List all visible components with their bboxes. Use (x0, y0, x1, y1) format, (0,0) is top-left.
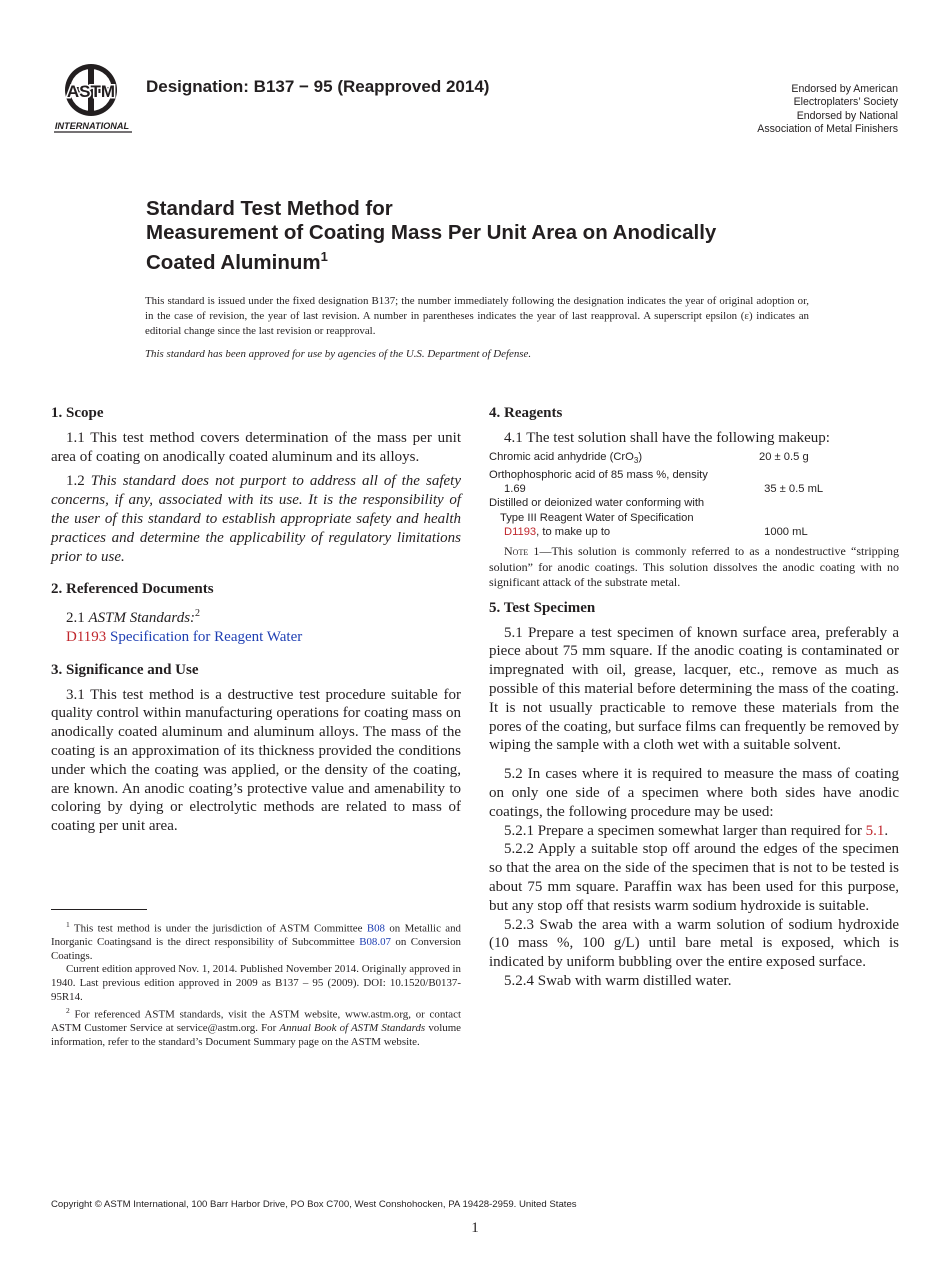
reagent-amount: 35 ± 0.5 mL (764, 483, 824, 496)
paragraph-5-2-3: 5.2.3 Swab the area with a warm solution of sodium hydroxide (10 mass %, 100 g/L) until bare metal is exposed, which is indicated by uniform bubbling over the entire exposed surface. (489, 916, 899, 971)
reagent-row (489, 482, 899, 496)
footnote-text: on Conversion Coatings. (51, 936, 461, 962)
logo-letters: ASTM (66, 82, 116, 101)
reagent-name: Orthophosphoric acid of 85 mass %, density (489, 469, 708, 482)
left-column (51, 404, 461, 842)
reagent-subscript: 3 (633, 455, 639, 465)
reagent-row (489, 468, 899, 482)
reagent-row (489, 525, 899, 539)
paragraph-1-2-text: This standard does not purport to address all of the safety concerns, if any, associated with its use. It is the responsibility of the user of this standard to establish appropriate safety and health practices and determine the applicability of regulatory limitations prior to use. (51, 473, 461, 565)
footnote-italic: Annual Book of ASTM Standards (279, 1022, 426, 1035)
doc-title-link[interactable]: Specification for Reagent Water (110, 628, 303, 645)
title-line-3-text: Coated Aluminum (146, 250, 321, 274)
note-text: —This solution is commonly referred to as a nondestructive “stripping solution” for anodic coatings. This solution dissolves the anodic coating with no significant attack of the substrate metal. (489, 544, 899, 590)
reagent-spec-link[interactable]: D1193 (504, 525, 537, 538)
reagent-row (489, 450, 899, 468)
footnote-text: on Metallic and Inorganic Coatingsand is the direct responsibility of Subcommittee (51, 922, 461, 949)
paragraph-5-2-2: 5.2.2 Apply a suitable stop off around the edges of the specimen so that the area on the side of the specimen that is not to be tested is about 75 mm square. Paraffin wax has been used for this purpose, but any stop off that resists warm sodium hydroxide is suitable. (489, 841, 899, 914)
endorsement-line: Endorsed by National (796, 109, 898, 122)
paragraph-number: 2.1 (66, 610, 85, 627)
footnote-2 (51, 1004, 461, 1049)
footnote-ref: 2 (195, 608, 201, 620)
section-heading-reagents: 4. Reagents (489, 405, 563, 421)
endorsements (698, 83, 898, 137)
paragraph-5-2-4: 5.2.4 Swab with warm distilled water. (504, 972, 732, 989)
paragraph-1-1: 1.1 This test method covers determination of the mass per unit area of coating on anodically coated aluminum and its alloys. (51, 429, 461, 465)
reagent-name-end: ) (638, 450, 643, 463)
reagent-amount (763, 511, 899, 525)
paragraph-1-2 (51, 472, 461, 566)
title-line-3 (146, 245, 846, 275)
section-5-1-link[interactable]: 5.1 (865, 822, 885, 839)
designation: Designation: B137 − 95 (Reapproved 2014) (146, 77, 490, 96)
copyright: Copyright © ASTM International, 100 Barr Harbor Drive, PO Box C700, West Conshohocken, PA 19428-2959. United States (51, 1199, 577, 1210)
footnote-text: For referenced ASTM standards, visit the ASTM website, www.astm.org, or contact ASTM Customer Service at service@astm.org. For (51, 1008, 461, 1035)
footnote-text: volume information, refer to the standard’s Document Summary page on the ASTM website. (51, 1022, 462, 1048)
reagent-name: , to make up to (536, 525, 611, 538)
reagent-name: Distilled or deionized water conforming with (489, 497, 705, 510)
reagent-amount: 20 ± 0.5 g (759, 450, 809, 463)
astm-logo (52, 58, 136, 138)
paragraph-5-1: 5.1 Prepare a test specimen of known surface area, preferably a piece about 75 mm square. If the anodic coating is contaminated or impregnated with oil, grease, lacquer, etc., remove as much as possible of this material before determining the mass of the coating. It is not usually practicable to remove these materials from the pores of the coating, but surface films can frequently be removed by wiping the sample with a cloth wet with a suitable solvent. (489, 624, 899, 754)
paragraph-5-2-1-text: 5.2.1 Prepare a specimen somewhat larger than required for (504, 822, 862, 839)
reagent-amount: 1000 mL (764, 525, 808, 538)
section-heading-referenced: 2. Referenced Documents (51, 581, 214, 598)
section-heading-specimen: 5. Test Specimen (489, 599, 596, 616)
reagent-row (489, 511, 899, 525)
footnote-edition: Current edition approved Nov. 1, 2014. Published November 2014. Originally approved in 1940. Last previous edition approved in 2009 as B137 – 95 (2009). DOI: 10.1520/B0137-95R14. (51, 963, 461, 1003)
section-heading-significance: 3. Significance and Use (51, 661, 199, 678)
note-1 (489, 544, 899, 591)
preamble: This standard is issued under the fixed designation B137; the number immediately following the designation indicates the year of original adoption or, in the case of revision, the year of last revision. A number in parentheses indicates the year of last reapproval. A superscript epsilon (ε) indicates an editorial change since the last revision or reapproval. (145, 295, 809, 338)
paragraph-5-2: 5.2 In cases where it is required to measure the mass of coating on only one side of a specimen where both sides have anodic coatings, the following procedure may be used: (489, 766, 899, 820)
reagents-table (489, 450, 899, 539)
footnote-1 (51, 918, 461, 963)
subcommittee-link[interactable]: B08.07 (359, 936, 391, 949)
astm-logo-mark-icon (52, 58, 136, 138)
footnotes (51, 918, 461, 1050)
endorsement-line: Electroplaters’ Society (793, 96, 898, 109)
note-label: Note 1 (504, 544, 540, 559)
reagent-name: Type III Reagent Water of Specification (500, 511, 694, 524)
footnote-mark: 2 (66, 1006, 70, 1016)
endorsement-line: Endorsed by American (791, 83, 898, 95)
astm-standards-label: ASTM Standards: (88, 610, 196, 627)
logo-wordmark: INTERNATIONAL (54, 121, 130, 131)
footnote-rule (51, 909, 147, 910)
endorsement-line: Association of Metal Finishers (757, 123, 898, 136)
paragraph-4-1: 4.1 The test solution shall have the following makeup: (504, 429, 830, 446)
footnote-mark: 1 (66, 920, 70, 929)
paragraph-number: 1.2 (66, 473, 85, 490)
dod-approval: This standard has been approved for use by agencies of the U.S. Department of Defense. (145, 348, 532, 360)
reagent-row (489, 496, 899, 510)
reagent-amount (759, 468, 899, 482)
reagent-name: 1.69 (504, 483, 526, 496)
document-title (146, 197, 846, 275)
paragraph-2-1 (51, 605, 461, 628)
title-footnote-mark: 1 (320, 249, 328, 264)
footnote-text: This test method is under the jurisdiction of ASTM Committee (73, 922, 363, 935)
reagent-name: Chromic acid anhydride (CrO (489, 450, 634, 463)
committee-link[interactable]: B08 (366, 922, 385, 935)
paragraph-5-2-1: 5.2.1 Prepare a specimen somewhat larger than required for 5.1. (504, 822, 889, 839)
doc-code-link[interactable]: D1193 (66, 628, 107, 645)
section-heading-scope: 1. Scope (51, 405, 104, 421)
title-line-2: Measurement of Coating Mass Per Unit Area on Anodically (146, 221, 717, 244)
right-column (489, 404, 899, 991)
reagent-amount (759, 496, 899, 510)
referenced-document (51, 628, 461, 647)
title-line-1: Standard Test Method for (146, 197, 393, 220)
paragraph-3-1: 3.1 This test method is a destructive test procedure suitable for quality control within manufacturing operations for coating mass on anodically coated aluminum and aluminum alloys. The mass of the coating is an approximation of its thickness provided the conditions under which the coating was applied, or the density of the coating, are known. An anodic coating’s protective value and amenability to coloring by dying or electrolytic methods are related to mass of coating per unit area. (51, 686, 461, 835)
page-number: 1 (471, 1220, 479, 1236)
